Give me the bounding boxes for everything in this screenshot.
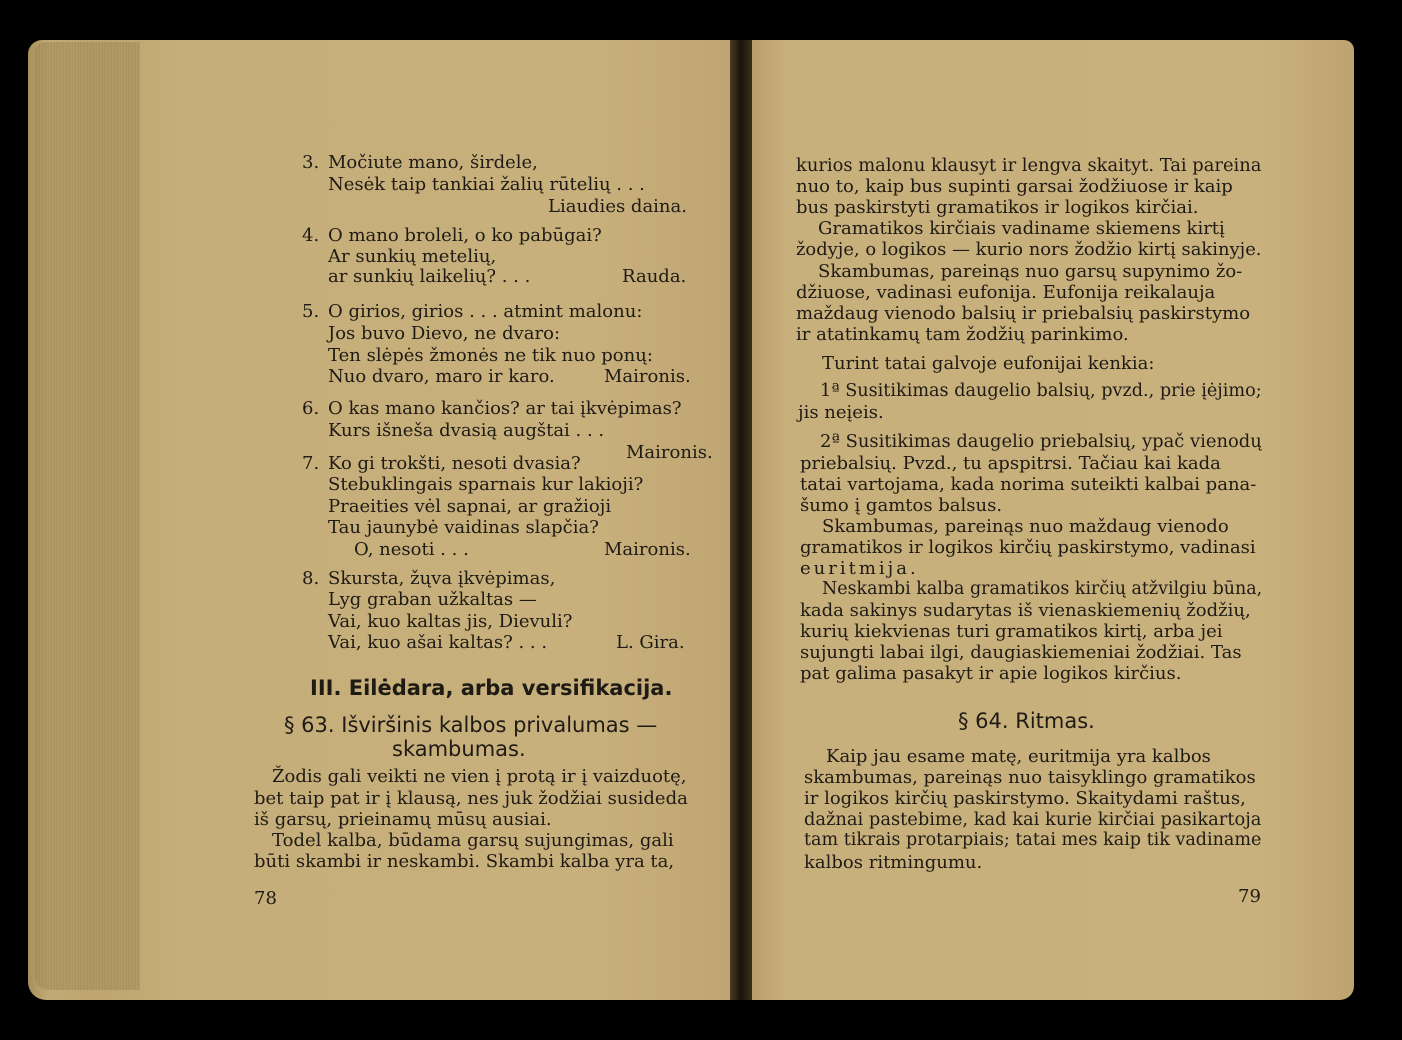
verse-line: Skursta, žųva įkvėpimas, bbox=[328, 568, 556, 589]
paragraph-title: § 64. Ritmas. bbox=[958, 709, 1095, 733]
list-item-cont: jis neįeis. bbox=[798, 402, 884, 423]
body-line: iš garsų, prieinamų mūsų ausiai. bbox=[254, 809, 552, 830]
verse-attribution: Maironis. bbox=[604, 539, 691, 560]
verse-line: Močiute mano, širdele, bbox=[328, 152, 538, 173]
body-line: kurios malonu klausyt ir lengva skaityt. Tai pareina bbox=[796, 155, 1262, 176]
body-line: žodyje, o logikos — kurio nors žodžio kirtį sakinyje. bbox=[796, 239, 1262, 260]
body-line: šumo į gamtos balsus. bbox=[800, 495, 1003, 516]
verse-number: 7. bbox=[302, 453, 320, 474]
body-line: sujungti labai ilgi, daugiaskiemeniai žodžiai. Tas bbox=[800, 642, 1242, 663]
verse-line: Kurs išneša dvasią augštai . . . bbox=[328, 420, 605, 441]
verse-attribution: Rauda. bbox=[622, 266, 687, 287]
paragraph-title: § 63. Išviršinis kalbos privalumas — bbox=[284, 713, 658, 737]
page-number-left: 78 bbox=[254, 888, 277, 909]
body-line: džiuose, vadinasi eufonija. Eufonija reikalauja bbox=[796, 282, 1216, 303]
verse-line: O, nesoti . . . bbox=[354, 539, 469, 560]
verse-number: 5. bbox=[302, 301, 320, 322]
body-line: Todel kalba, būdama garsų sujungimas, gali bbox=[272, 830, 674, 851]
body-line: maždaug vienodo balsių ir priebalsių paskirstymo bbox=[796, 303, 1251, 324]
book-spine bbox=[730, 40, 752, 1000]
verse-line: Tau jaunybė vaidinas slapčia? bbox=[328, 517, 599, 538]
body-line: bet taip pat ir į klausą, nes juk žodžiai susideda bbox=[254, 788, 688, 809]
body-line: nuo to, kaip bus supinti garsai žodžiuose ir kaip bbox=[796, 176, 1233, 197]
verse-line: Ar sunkių metelių, bbox=[328, 246, 497, 267]
page-edges bbox=[34, 42, 140, 990]
verse-line: Jos buvo Dievo, ne dvaro: bbox=[328, 323, 561, 344]
body-line: kurių kiekvienas turi gramatikos kirtį, arba jei bbox=[800, 621, 1223, 642]
verse-line: Ten slėpės žmonės ne tik nuo ponų: bbox=[328, 345, 653, 366]
intro-line: Turint tatai galvoje eufonijai kenkia: bbox=[822, 353, 1155, 374]
body-line: euritmija. bbox=[800, 558, 919, 579]
body-line: Gramatikos kirčiais vadiname skiemens kirtį bbox=[818, 218, 1225, 239]
body-line: priebalsių. Pvzd., tu apspitrsi. Tačiau kai kada bbox=[800, 453, 1221, 474]
body-line: bus paskirstyti gramatikos ir logikos kirčiai. bbox=[796, 197, 1199, 218]
verse-line: Nuo dvaro, maro ir karo. bbox=[328, 366, 555, 387]
verse-line: Lyg graban užkaltas — bbox=[328, 589, 537, 610]
verse-number: 6. bbox=[302, 398, 320, 419]
body-line: tam tikrais protarpiais; tatai mes kaip tik vadiname bbox=[804, 830, 1262, 850]
body-line: Skambumas, pareinąs nuo garsų supynimo žo- bbox=[818, 261, 1243, 282]
verse-line: Vai, kuo ašai kaltas? . . . bbox=[328, 632, 548, 653]
verse-line: O mano broleli, o ko pabūgai? bbox=[328, 225, 602, 246]
body-line: Žodis gali veikti ne vien į protą ir į vaizduotę, bbox=[272, 766, 687, 787]
body-line: dažnai pastebime, kad kai kurie kirčiai pasikartoja bbox=[804, 809, 1262, 830]
body-line: ir atatinkamų tam žodžių parinkimo. bbox=[796, 324, 1129, 345]
list-item: 1ª Susitikimas daugelio balsių, pvzd., prie įėjimo; bbox=[820, 381, 1262, 401]
verse-line: O girios, girios . . . atmint malonu: bbox=[328, 301, 643, 322]
verse-line: Ko gi trokšti, nesoti dvasia? bbox=[328, 453, 581, 474]
verse-line: Praeities vėl sapnai, ar gražioji bbox=[328, 496, 612, 517]
body-line: Skambumas, pareinąs nuo maždaug vienodo bbox=[822, 516, 1229, 537]
verse-attribution: Maironis. bbox=[604, 366, 691, 387]
section-title: III. Eilėdara, arba versifikacija. bbox=[310, 676, 673, 700]
body-line: gramatikos ir logikos kirčių paskirstymo, vadinasi bbox=[800, 537, 1256, 558]
list-item: 2ª Susitikimas daugelio priebalsių, ypač vienodų bbox=[820, 431, 1262, 452]
body-line: kada sakinys sudarytas iš vienaskiemenių žodžių, bbox=[800, 600, 1251, 621]
body-line: Neskambi kalba gramatikos kirčių atžvilgiu būna, bbox=[822, 579, 1263, 599]
paragraph-title-cont: skambumas. bbox=[392, 737, 526, 761]
body-line: būti skambi ir neskambi. Skambi kalba yra ta, bbox=[254, 851, 675, 872]
verse-attribution: Liaudies daina. bbox=[548, 196, 687, 217]
verse-number: 3. bbox=[302, 152, 320, 173]
verse-line: Vai, kuo kaltas jis, Dievuli? bbox=[328, 611, 573, 632]
body-line: skambumas, pareinąs nuo taisyklingo gramatikos bbox=[804, 767, 1256, 788]
page-number-right: 79 bbox=[1238, 886, 1261, 907]
verse-attribution: Maironis. bbox=[626, 442, 713, 463]
verse-line: ar sunkių laikelių? . . . bbox=[328, 266, 531, 287]
body-line: Kaip jau esame matę, euritmija yra kalbos bbox=[826, 746, 1211, 767]
verse-attribution: L. Gira. bbox=[616, 632, 685, 653]
verse-number: 8. bbox=[302, 568, 320, 589]
body-line: ir logikos kirčių paskirstymo. Skaitydami raštus, bbox=[804, 788, 1246, 809]
verse-line: O kas mano kančios? ar tai įkvėpimas? bbox=[328, 398, 682, 419]
body-line: tatai vartojama, kada norima suteikti kalbai pana- bbox=[800, 474, 1257, 495]
body-line: kalbos ritmingumu. bbox=[804, 852, 983, 873]
verse-number: 4. bbox=[302, 225, 320, 246]
body-line: pat galima pasakyt ir apie logikos kirčius. bbox=[800, 663, 1182, 684]
verse-line: Stebuklingais sparnais kur lakioji? bbox=[328, 474, 644, 495]
verse-line: Nesėk taip tankiai žalių rūtelių . . . bbox=[328, 174, 645, 195]
